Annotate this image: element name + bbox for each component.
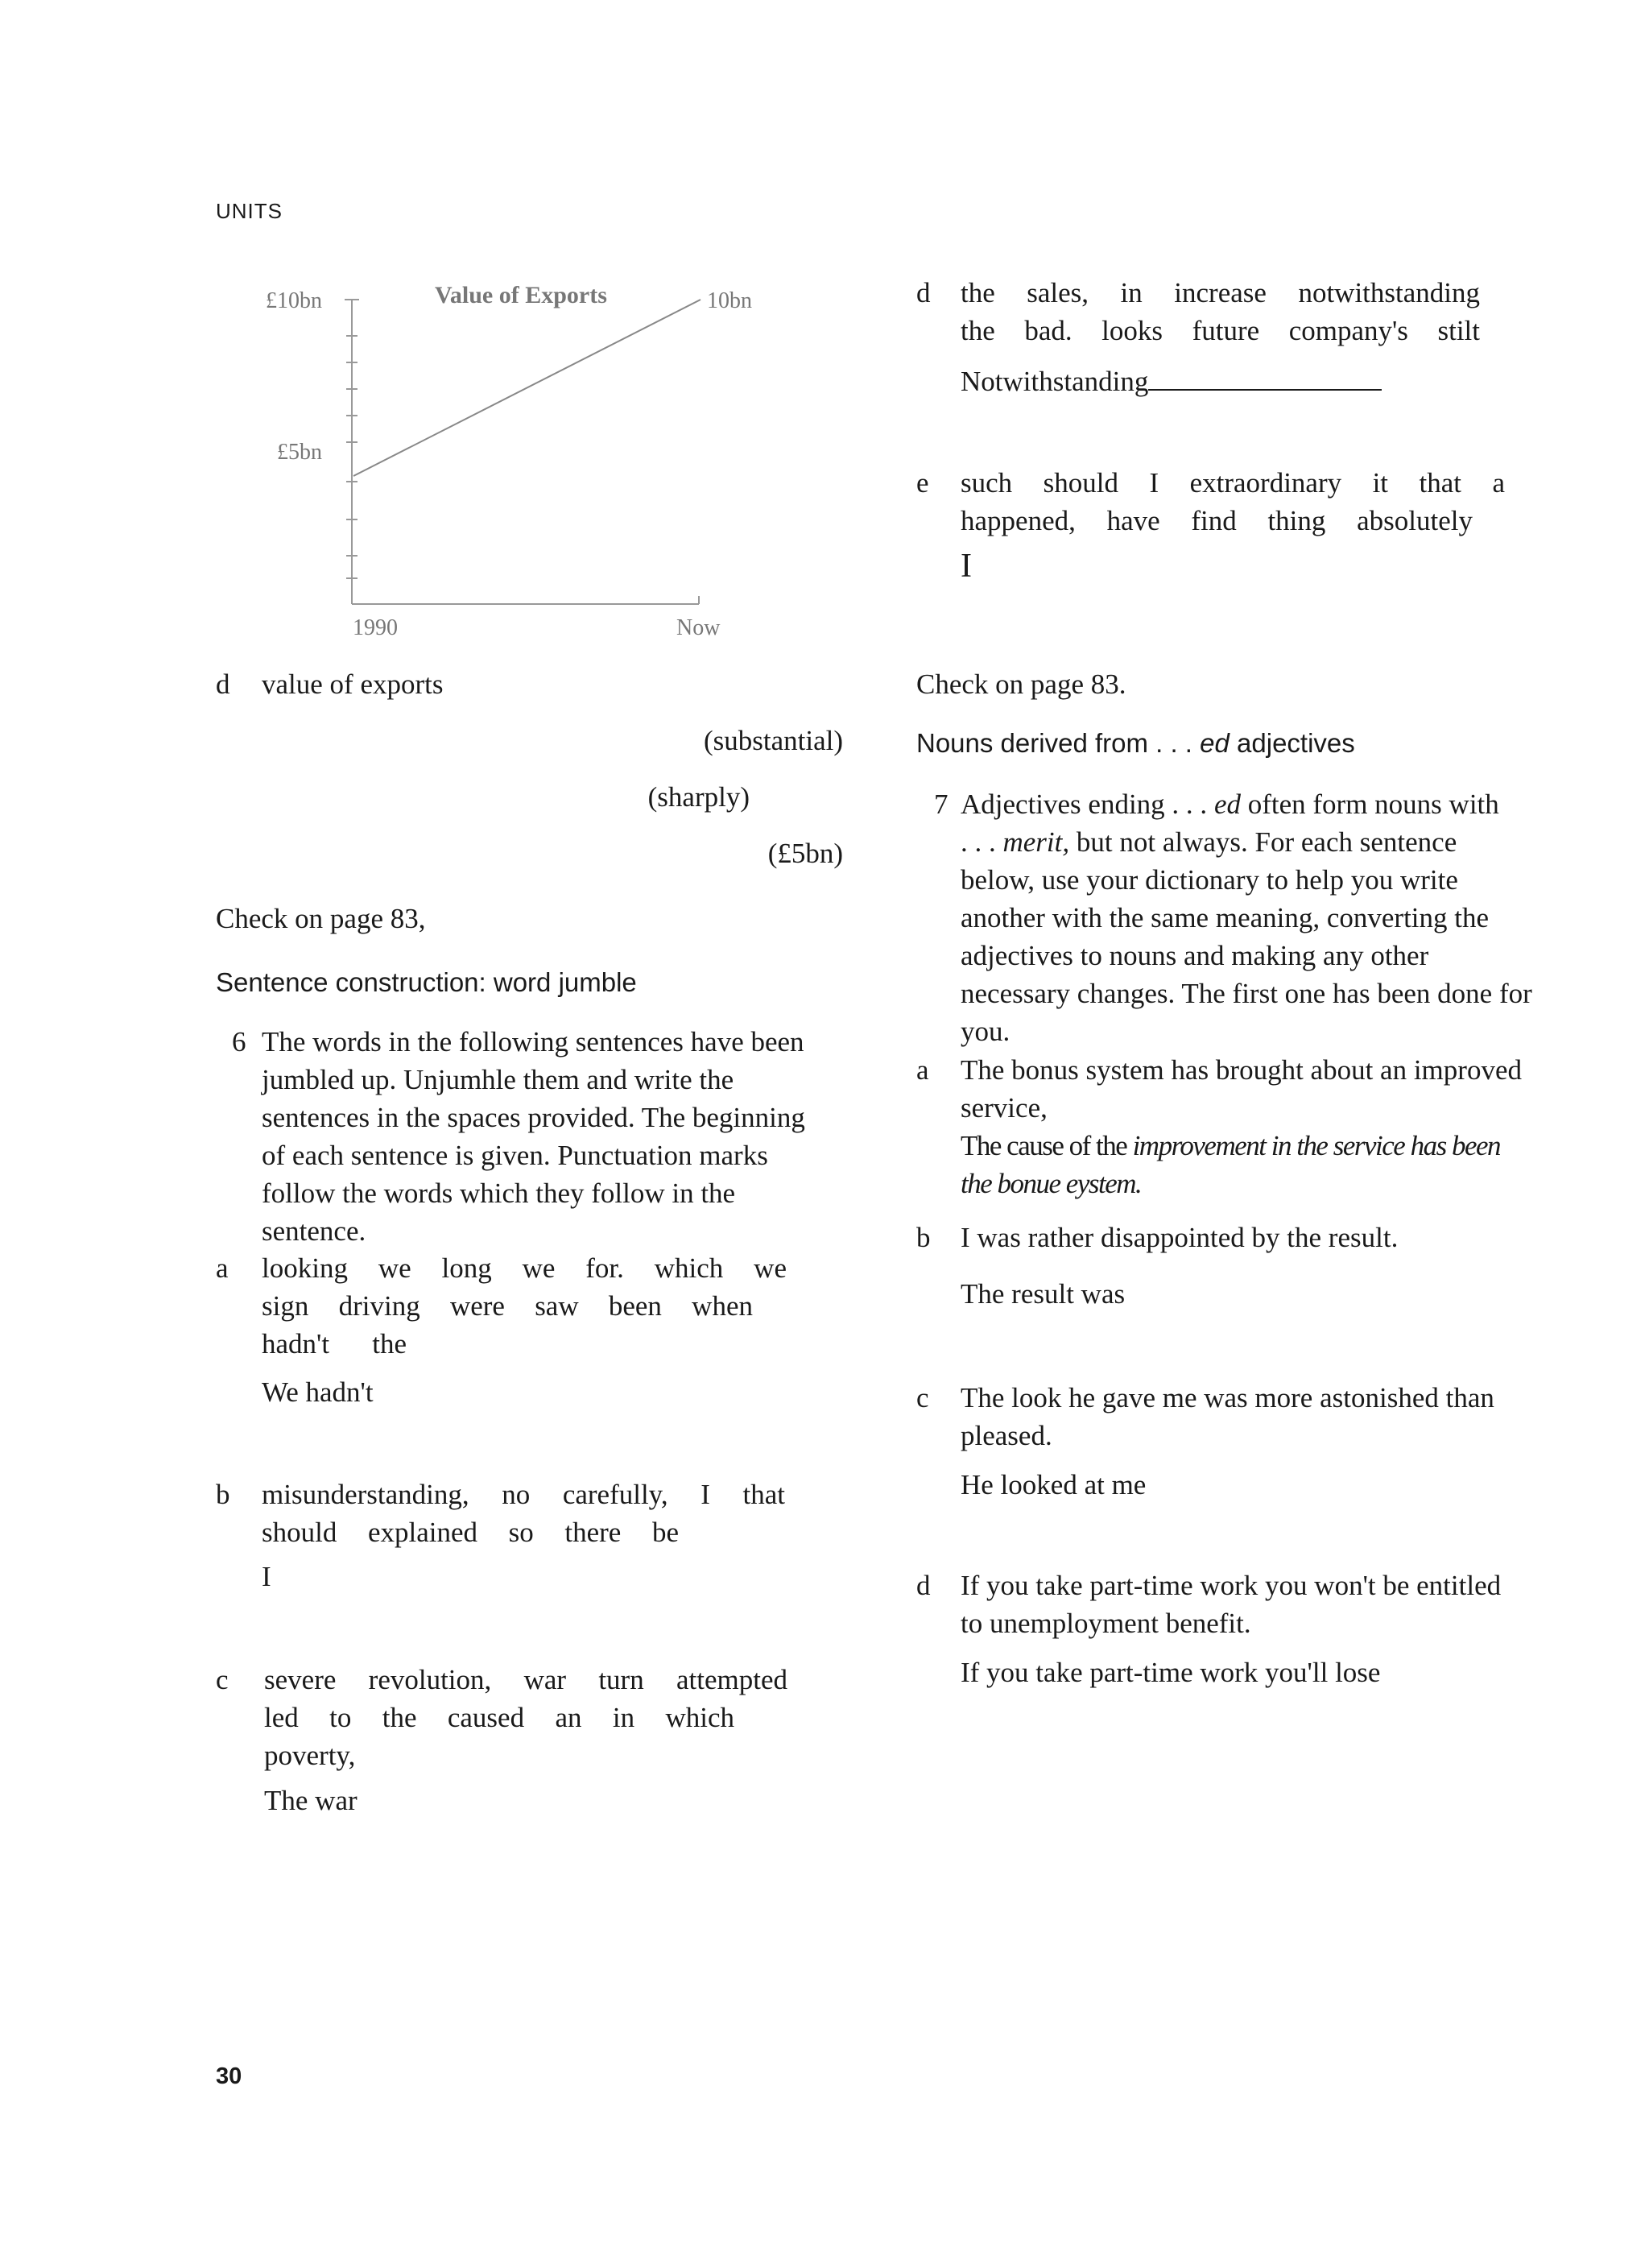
item-letter: d [916,1570,931,1601]
section-heading-nouns: Nouns derived from . . . ed adjectives [916,728,1355,758]
answer-start-d7: If you take part-time work you'll lose [961,1657,1381,1688]
chart-title: Value of Exports [435,282,607,308]
item-letter: c [916,1382,929,1413]
exercise-7-instructions: Adjectives ending . . . ed often form nouns with . . . merit, but not always. For each sentence below, use your dictionary to help you write another with the same meaning, converting the adjectives to nouns and making any other necessary changes. The first one has been done for you. [961,788,1532,1047]
x-tick-label-now: Now [676,615,721,640]
section-heading-word-jumble: Sentence construction: word jumble [216,967,637,997]
answer-start-b: I [262,1561,271,1592]
running-header: UNITS [216,199,283,223]
jumbled-sentence-b: misunderstanding, no carefully, I that should explained so there be [262,1479,785,1548]
answer-line [1148,365,1382,391]
y-tick-label-5bn: £5bn [277,440,322,465]
sentence-c: The look he gave me was more astonished than pleased. [961,1382,1494,1451]
answer-start-c: The war [264,1785,357,1816]
check-note: Check on page 83. [916,668,1126,700]
answer-start-a: We hadn't [262,1376,374,1408]
series-line-exports [353,300,701,476]
end-label: 10bn [707,288,752,313]
y-tick-label-10bn: £10bn [266,288,322,313]
item-letter: a [916,1054,929,1086]
x-tick-label-1990: 1990 [353,615,398,640]
sentence-d: If you take part-time work you won't be entitled to unemployment benefit. [961,1570,1502,1639]
sentence-a: The bonus system has brought about an improved service, The cause of the improvement in the service has been the bonue eystem. [961,1054,1522,1199]
jumbled-sentence-e: such should I extraordinary it that a happened, have find thing absolutely [961,467,1505,536]
answer-start-c7: He looked at me [961,1469,1147,1500]
item-letter: a [216,1252,229,1284]
jumbled-sentence-d: the sales, in increase notwithstanding the bad. looks future company's stilt [961,277,1480,346]
item-d-text: value of exports [262,668,444,700]
item-letter: c [216,1664,229,1695]
exercise-6-instructions: The words in the following sentences have been jumbled up. Unjumhle them and write the sentences in the spaces provided. The beginning of each sentence is given. Punctuation marks follow the words which they follow in the sentence. [262,1026,805,1247]
item-letter: b [216,1479,230,1510]
cue-5bn: (£5bn) [767,838,843,869]
item-letter: e [916,467,929,499]
exports-chart [242,274,773,652]
jumbled-sentence-c: severe revolution, war turn attempted led to the caused an in which poverty, [264,1664,787,1771]
sentence-b: I was rather disappointed by the result. [961,1222,1399,1253]
cue-substantial: (substantial) [703,725,843,756]
answer-start-b7: The result was [961,1278,1126,1310]
cue-sharply: (sharply) [647,781,750,813]
page-number: 30 [216,2063,242,2089]
answer-start-d: Notwithstanding [961,362,1382,400]
answer-start-e: I [961,548,972,585]
exercise-number: 7 [934,788,948,820]
item-letter: d [216,668,230,700]
item-letter: d [916,277,931,308]
item-letter: b [916,1222,931,1253]
exercise-number: 6 [232,1026,246,1057]
jumbled-sentence-a: looking we long we for. which we sign driving were saw been when hadn't the [262,1252,787,1360]
check-note: Check on page 83, [216,903,426,934]
